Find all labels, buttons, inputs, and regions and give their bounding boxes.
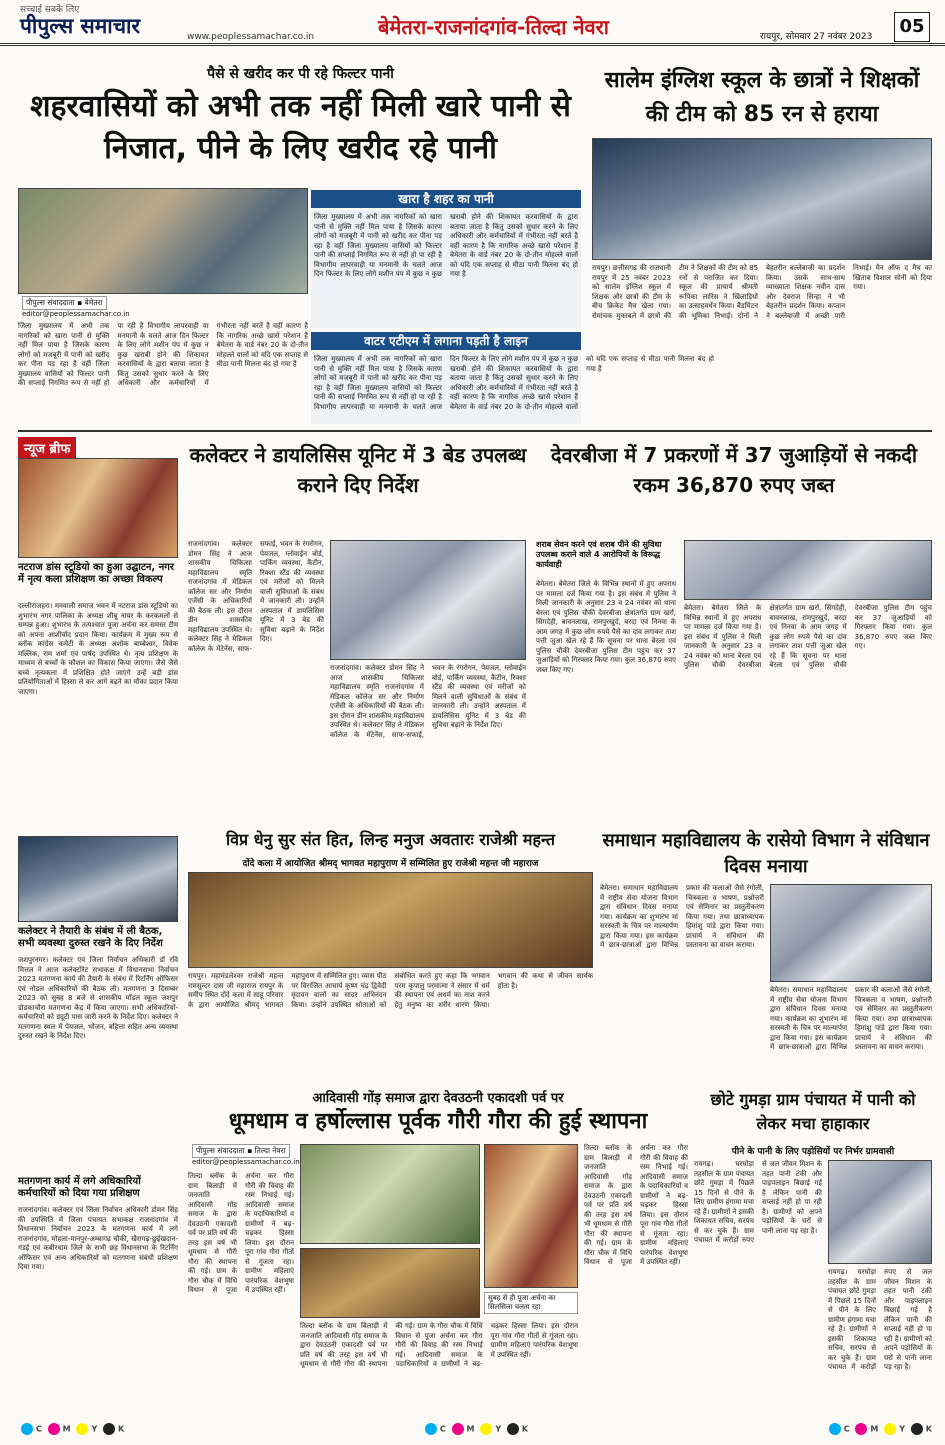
story9-body-a: तिल्दा ब्लॉक के ग्राम बिलाड़ी में जनजाति आदिवासी गोंड़ समाज के द्वारा देवउठनी एकादशी पर्व पर प्रति वर्ष की तरह इस वर्ष भी धूमधाम से गौरी गौरा की स्थापना की गई। ग्राम के गौरा चौक में विधि विधान से पूजा अर्चना कर गौरा गौरी की विवाह की रस्म निभाई गई। आदिवासी समाज के पदाधिकारियों व ग्रामीणों ने बढ़-चढ़कर हिस्सा लिया। इस दौरान पूरा गांव गौरा गीतों से गूंजता रहा। ग्रामीण महिलाएं पारंपरिक वेशभूषा में उपस्थित रहीं। bbox=[188, 1172, 294, 1294]
story9-photo-1 bbox=[300, 1144, 480, 1244]
story5-body: रायपुर। महामंडलेश्वर राजेश्री महन्त रामसुन्दर दास जी महाराज रायपुर के समीप स्थित दोंदे कला में साहू परिवार के द्वारा आयोजित श्रीमद् भागवत महापुराण में सम्मिलित हुए। व्यास पीठ पर विराजित आचार्य कृष्ण चंद्र द्विवेदी वृंदावन वालों का सादर अभिनंदन किया। उन्होंने उपस्थित श्रोताओं को संबोधित करते हुए कहा कि भगवान परम कृपालु परमात्मा ने संसार में धर्म की स्थापना एवं अधर्म का नाश करने हेतु मनुष्य का शरीर धारण किया। भगवान की कथा से जीवन सार्थक होता है। bbox=[188, 972, 593, 1009]
story1-photo bbox=[18, 188, 308, 294]
story6-headline: समाधान महाविद्यालय के रासेयो विभाग ने संविधान दिवस मनाया bbox=[602, 830, 930, 877]
brief-photo bbox=[18, 458, 178, 558]
story1-box1-title: खारा है शहर का पानी bbox=[311, 190, 581, 208]
newspaper-logo: सच्चाई सबके लिए पीपुल्स समाचार bbox=[20, 5, 141, 38]
story9-photo-2 bbox=[484, 1144, 578, 1288]
story10-subhead: पीने के पानी के लिए पड़ोसियों पर निर्भर ग्रामवासी bbox=[731, 1147, 895, 1157]
story4-headline: देवरबीजा में 7 प्रकरणों में 37 जुआड़ियों से नकदी रकम 36,870 रुपए जब्त bbox=[550, 443, 918, 497]
brief-body: दल्लीराजहरा। मनवाली समाज भवन में नटराज डांस स्टूडियो का शुभारंभ नगर पालिका के अध्यक्ष शीबू नायर के करकमलों से सम्पन्न हुआ। शुभारंभ के तत्पश्चात पूजा अर्चना कर समस्त टीम को अपना आशीर्वाद प्रदान किया। कार्यक्रम में मुख्य रूप से ब्लॉक कांग्रेस कमेटी के अध्यक्ष अशोक बाम्बेश्वर, विवेक मल्लिक, राम शर्मा एवं पार्षद उपस्थित थे। नृत्य प्रशिक्षण के माध्यम से बच्चों के कौशल का विकास किया जाएगा। जैसे जैसे बच्चे नृत्यकला में प्रशिक्षित होते जाएंगे उन्हें बड़ी डांस प्रतियोगिताओं में हिस्सा ले कर आगे बढ़ने का मौका प्रदान किया जाएगा। bbox=[18, 602, 178, 696]
story4-photo bbox=[684, 540, 932, 600]
story9-kicker: आदिवासी गोंड़ समाज द्वारा देवउठनी एकादशी पर्व पर bbox=[312, 1091, 564, 1106]
story5-subhead: दोंदे कला में आयोजित श्रीमद् भागवत महापुराण में सम्मिलित हुए राजेश्री महन्त जी महाराज bbox=[242, 859, 539, 869]
story9-email[interactable]: editor@peoplessamachar.co.in bbox=[192, 1158, 300, 1166]
story9-headline: धूमधाम व हर्षोल्लास पूर्वक गौरी गौरा की हुई स्थापना bbox=[228, 1109, 648, 1134]
story6-body-b: बेमेतरा। समाधान महाविद्यालय में राष्ट्रीय सेवा योजना विभाग द्वारा संविधान दिवस मनाया गया। कार्यक्रम का शुभारंभ मां सरस्वती के चित्र पर माल्यार्पण द्वारा किया गया। इस कार्यक्रम में छात्र-छात्राओं द्वारा विभिन्न प्रकार की कलाओं जैसे रंगोली, चित्रकला व भाषण, प्रश्नोत्तरी एवं सेमिनार का प्रस्तुतीकरण किया गया। तथा छात्राध्यापक हिमांशु पांडे द्वारा किया गया। प्राचार्य ने संविधान की प्रस्तावना का वाचन कराया। bbox=[770, 986, 932, 1051]
story7-headline: कलेक्टर ने तैयारी के संबंध में ली बैठक, सभी व्यवस्था दुरुस्त रखने के दिए निर्देश bbox=[18, 926, 163, 949]
black-mark bbox=[103, 1423, 115, 1435]
story9-caption: सुबह से ही पूजा अर्चना का सिलसिला चलता रहा bbox=[484, 1292, 578, 1314]
story2-body: रायपुर। छत्तीसगढ़ की राजधानी रायपुर में 25 नवंबर 2023 को सालेम इंग्लिश स्कूल में शिक्षक और छात्रों की टीम के बीच क्रिकेट मैच खेला गया। रोमांचक मुकाबले में छात्रों की टीम ने शिक्षकों की टीम को 85 रनों से पराजित कर दिया। स्कूल की प्राचार्य श्रीमती रूपिका लारिंस ने खिलाड़ियों का उत्साहवर्धन किया। बैडमिंटन की भूमिका निभाई। दोनों ने बेहतरीन बल्लेबाजी का प्रदर्शन किया। उसके साथ-साथ व्याख्याता शिक्षक नवीन दास और देवराज सिन्हा ने भी बेहतरीन प्रदर्शन किया। कप्तान ने बल्लेबाजी में अच्छी पारी निभाई। मैन ऑफ द मैच का खिताब विशाल सोनी को दिया गया। bbox=[592, 264, 932, 320]
brief-headline: नटराज डांस स्टूडियो का हुआ उद्घाटन, नगर में नृत्य कला प्रशिक्षण का अच्छा विकल्प bbox=[18, 562, 174, 585]
story6-photo bbox=[770, 884, 932, 982]
story10-photo bbox=[828, 1160, 932, 1264]
story9-body-c: तिल्दा ब्लॉक के ग्राम बिलाड़ी में जनजाति आदिवासी गोंड़ समाज के द्वारा देवउठनी एकादशी पर्व पर प्रति वर्ष की तरह इस वर्ष भी धूमधाम से गौरी गौरा की स्थापना की गई। ग्राम के गौरा चौक में विधि विधान से पूजा अर्चना कर गौरा गौरी की विवाह की रस्म निभाई गई। आदिवासी समाज के पदाधिकारियों व ग्रामीणों ने बढ़-चढ़कर हिस्सा लिया। इस दौरान पूरा गांव गौरा गीतों से गूंजता रहा। ग्रामीण महिलाएं पारंपरिक वेशभूषा में उपस्थित रहीं। bbox=[584, 1144, 688, 1266]
cmyk-marks-right: C M Y K bbox=[826, 1423, 932, 1435]
masthead bbox=[0, 0, 945, 46]
story1-kicker: पैसे से खरीद कर पी रहे फिल्टर पानी bbox=[207, 66, 394, 82]
story4-body-b: बेमेतरा। बेमेतरा जिले के विभिन्न स्थानों में हुए अपराध पर मामला दर्ज किया गया है। इस संबंध में पुलिस ने मिली जानकारी के अनुसार 23 व 24 नवंबर को थाना बेरला एवं पुलिस चौकी देवरबीजा क्षेत्रांतर्गत ग्राम खर्रा, सिंगदेही, बावनलाख, रामपुरखुर्द, बरदा एवं निनवा के आम जगह में कुछ लोग रुपये पैसे का दांव लगाकर ताश पत्ती जुआ खेल रहे हैं कि सूचना पर थाना बेरला एवं पुलिस चौकी देवरबीजा पुलिस टीम पहुंच कर 37 जुआड़ियों को गिरफ्तार किया गया। कुल 36,870 रुपए जब्त किए गए। bbox=[684, 604, 932, 669]
news-brief-label: न्यूज ब्रीफ bbox=[18, 437, 76, 459]
magenta-mark bbox=[48, 1423, 60, 1435]
story2-photo bbox=[592, 138, 932, 260]
website-url[interactable]: www.peoplessamachar.co.in bbox=[187, 32, 315, 42]
story7-photo bbox=[18, 836, 178, 922]
cmyk-marks-left: C M Y K bbox=[18, 1423, 124, 1435]
story1-body: जिला मुख्यालय में अभी तक नागरिकों को खारा पानी से मुक्ति नहीं मिल पाया है जिसके कारण लोगों को मजबूरी में पानी को खरीद कर पीना पड़ रहा है वहीं जिला मुख्यालय वासियों को फिल्टर पानी की सप्लाई निगमित रूप से नहीं हो पा रही है विभागीय लापरवाही या मनमानी के चलते आज दिन फिल्टर के लिए लोगे मशीन पंप में कुछ न कुछ खराबी होने की शिकायत करवासियों के द्वारा बताया जाता है किंतु उसको सुधार करने के लिए अधिकारी और कर्मचारियों में गंभीरता नहीं बरतें है वहीं कारण है कि नागरिक अच्छे खासे परेशान हैं बेमेतरा के वार्ड नंबर 20 के दो-तीन मोहल्ले वालों को यदि एक सप्ताह से मीठा पानी मिलना बंद हो गया है bbox=[18, 322, 308, 387]
story9-body-b: तिल्दा ब्लॉक के ग्राम बिलाड़ी में जनजाति आदिवासी गोंड़ समाज के द्वारा देवउठनी एकादशी पर्व पर प्रति वर्ष की तरह इस वर्ष भी धूमधाम से गौरी गौरा की स्थापना की गई। ग्राम के गौरा चौक में विधि विधान से पूजा अर्चना कर गौरा गौरी की विवाह की रस्म निभाई गई। आदिवासी समाज के पदाधिकारियों व ग्रामीणों ने बढ़-चढ़कर हिस्सा लिया। इस दौरान पूरा गांव गौरा गीतों से गूंजता रहा। ग्रामीण महिलाएं पारंपरिक वेशभूषा में उपस्थित रहीं। bbox=[300, 1322, 578, 1368]
story5-photo bbox=[188, 872, 593, 968]
edition-title: बेमेतरा-राजनांदगांव-तिल्दा नेवरा bbox=[378, 15, 609, 39]
story1-box1-text: जिला मुख्यालय में अभी तक नागरिकों को खारा पानी से मुक्ति नहीं मिल पाया है जिसके कारण लोगों को मजबूरी में पानी को खरीद कर पीना पड़ रहा है वहीं जिला मुख्यालय वासियों को फिल्टर पानी की सप्लाई निगमित रूप से नहीं हो पा रही है विभागीय लापरवाही या मनमानी के चलते आज दिन फिल्टर के लिए लोगे मशीन पंप में कुछ न कुछ खराबी होने की शिकायत करवासियों के द्वारा बताया जाता है किंतु उसको सुधार करने के लिए अधिकारी और कर्मचारियों में गंभीरता नहीं बरतें है वहीं कारण है कि नागरिक अच्छे खासे परेशान हैं बेमेतरा के वार्ड नंबर 20 के दो-तीन मोहल्ले वालों को यदि एक सप्ताह से मीठा पानी मिलना बंद हो गया है bbox=[311, 210, 581, 328]
yellow-mark bbox=[76, 1423, 88, 1435]
story3-photo bbox=[330, 540, 526, 660]
story1-email[interactable]: editor@peoplessamachar.co.in bbox=[22, 310, 130, 318]
story9-photo-3 bbox=[300, 1248, 480, 1318]
story4-body-a: बेमेतरा। बेमेतरा जिले के विभिन्न स्थानों में हुए अपराध पर मामला दर्ज किया गया है। इस संबंध में पुलिस ने मिली जानकारी के अनुसार 23 व 24 नवंबर को थाना बेरला एवं पुलिस चौकी देवरबीजा क्षेत्रांतर्गत ग्राम खर्रा, सिंगदेही, बावनलाख, रामपुरखुर्द, बरदा एवं निनवा के आम जगह में कुछ लोग रुपये पैसे का दांव लगाकर ताश पत्ती जुआ खेल रहे हैं कि सूचना पर थाना बेरला एवं पुलिस चौकी देवरबीजा पुलिस टीम पहुंच कर 37 जुआड़ियों को गिरफ्तार किया गया। कुल 36,870 रुपए जब्त किए गए। bbox=[536, 580, 676, 674]
story6-body-a: बेमेतरा। समाधान महाविद्यालय में राष्ट्रीय सेवा योजना विभाग द्वारा संविधान दिवस मनाया गया। कार्यक्रम का शुभारंभ मां सरस्वती के चित्र पर माल्यार्पण द्वारा किया गया। इस कार्यक्रम में छात्र-छात्राओं द्वारा विभिन्न प्रकार की कलाओं जैसे रंगोली, चित्रकला व भाषण, प्रश्नोत्तरी एवं सेमिनार का प्रस्तुतीकरण किया गया। तथा छात्राध्यापक हिमांशु पांडे द्वारा किया गया। प्राचार्य ने संविधान की प्रस्तावना का वाचन कराया। bbox=[600, 884, 764, 949]
story10-body-b: रायगढ़। घरघोड़ा तहसील के ग्राम पंचायत छोटे गुमड़ा में पिछले 15 दिनों से पीने के लिए ग्रामीण हंगामा मचा रहे हैं। ग्रामीणों ने इसकी शिकायत सचिव, सरपंच से कर चुके हैं। ग्राम पंचायत में करोड़ों रुपए से जल जीवन मिशन के तहत पानी टंकी और पाइपलाइन बिछाई गई है लेकिन पानी की सप्लाई नहीं हो पा रही है। ग्रामीणों को अपने पड़ोसियों के घरों से पानी लाना पड़ रहा है। bbox=[828, 1268, 932, 1371]
story1-byline: पीपुल्स संवाददाता ▪ बेमेतरा bbox=[22, 296, 107, 310]
story10-body-a: रायगढ़। घरघोड़ा तहसील के ग्राम पंचायत छोटे गुमड़ा में पिछले 15 दिनों से पीने के लिए ग्रामीण हंगामा मचा रहे हैं। ग्रामीणों ने इसकी शिकायत सचिव, सरपंच से कर चुके हैं। ग्राम पंचायत में करोड़ों रुपए से जल जीवन मिशन के तहत पानी टंकी और पाइपलाइन बिछाई गई है लेकिन पानी की सप्लाई नहीं हो पा रही है। ग्रामीणों को अपने पड़ोसियों के घरों से पानी लाना पड़ रहा है। bbox=[694, 1160, 822, 1244]
story1-box2-title: वाटर एटीएम में लगाना पड़ती है लाइन bbox=[311, 332, 581, 350]
cyan-mark bbox=[21, 1423, 33, 1435]
story8-headline: मतगणना कार्य में लगे अधिकारियों कर्मचारियों को दिया गया प्रशिक्षण bbox=[18, 1176, 141, 1199]
section-divider bbox=[18, 430, 932, 432]
story3-headline: कलेक्टर ने डायलिसिस यूनिट में 3 बेड उपलब्ध कराने दिए निर्देश bbox=[189, 443, 527, 497]
story9-byline: पीपुल्स संवाददाता ▪ तिल्दा नेवरा bbox=[192, 1144, 290, 1158]
story1-headline: शहरवासियों को अभी तक नहीं मिली खारे पानी से निजात, पीने के लिए खरीद रहे पानी bbox=[30, 89, 571, 166]
cmyk-marks-center: C M Y K bbox=[422, 1423, 528, 1435]
dateline: रायपुर, सोमवार 27 नवंबर 2023 bbox=[760, 32, 873, 42]
story5-headline: विप्र धेनु सुर संत हित, लिन्ह मनुज अवतारः राजेश्री महन्त bbox=[225, 830, 556, 849]
story3-body-a: राजनांदगांव। कलेक्टर डोमन सिंह ने आज शासकीय चिकित्सा महाविद्यालय स्मृति राजनांदगांव में मेडिकल कॉलेज सर और निर्माण एजेंसी के अधिकारियों की बैठक ली। इस दौरान डीन शासकीय महाविद्यालय उपस्थित थे। कलेक्टर सिंह ने मेडिकल कॉलेज के मेंटेनेंस, साफ-सफाई, भवन के रंगरोगन, पेयजल, ग्लोवाईन बोर्ड, पार्किंग व्यवस्था, कैंटीन, रिक्शा स्टैंड की व्यवस्था एवं मरीजों को मिलने वाली सुविधाओं के संबंध में जानकारी ली। उन्होंने अस्पताल में डायलिसिस यूनिट में 3 बेड की सुविधा बढ़ाने के निर्देश दिए। bbox=[188, 540, 324, 653]
story3-body-b: राजनांदगांव। कलेक्टर डोमन सिंह ने आज शासकीय चिकित्सा महाविद्यालय स्मृति राजनांदगांव में मेडिकल कॉलेज सर और निर्माण एजेंसी के अधिकारियों की बैठक ली। इस दौरान डीन शासकीय महाविद्यालय उपस्थित थे। कलेक्टर सिंह ने मेडिकल कॉलेज के मेंटेनेंस, साफ-सफाई, भवन के रंगरोगन, पेयजल, ग्लोवाईन बोर्ड, पार्किंग व्यवस्था, कैंटीन, रिक्शा स्टैंड की व्यवस्था एवं मरीजों को मिलने वाली सुविधाओं के संबंध में जानकारी ली। उन्होंने अस्पताल में डायलिसिस यूनिट में 3 बेड की सुविधा बढ़ाने के निर्देश दिए। bbox=[330, 664, 526, 739]
story2-headline: सालेम इंग्लिश स्कूल के छात्रों ने शिक्षकों की टीम को 85 रन से हराया bbox=[604, 68, 920, 127]
story7-body: जशपुरनगर। कलेक्टर एवं जिला निर्वाचन अधिकारी डॉ रवि मित्तल ने आज कलेक्टोरेट सभाकक्ष में विधानसभा निर्वाचन 2023 मतगणना कार्य की तैयारी के संबंध में रिटर्निंग ऑफिसर एवं नोडल अधिकारियों की बैठक ली। मतगणना 3 दिसम्बर 2023 को सुबह 8 बजे से शासकीय मॉडल स्कूल जशपुर डोडकाचौरा मतगणना केंद्र में किया जाएगा। सभी अधिकारियों-कर्मचारियों को ड्यूटी पास जारी करने के निर्देश दिए। कलेक्टर ने मतगणना स्थल में पेयजल, भोजन, बहित्ता सहित अन्य व्यवस्था दुरुस्त रखने के निर्देश दिए। bbox=[18, 956, 178, 1040]
story8-body: राजनांदगांव। कलेक्टर एवं जिला निर्वाचन अधिकारी डोमन सिंह की उपस्थिति में जिला पंचायत सभाकक्ष राजनांदगांव में विधानसभा निर्वाचन 2023 के मतगणना कार्य में लगे राजनांदगांव, मोहला-मानपुर-अम्बागढ़ चौकी, खैरागढ़-छुईखदान-गंडई एवं कबीरधाम जिले के सभी छह विधानसभा के रिटर्निंग ऑफिसर एवं अन्य अधिकारियों को मतगणना संबंधी प्रशिक्षण दिया गया। bbox=[18, 1206, 178, 1271]
registration-strip bbox=[18, 1420, 932, 1438]
story4-subhead: शराब सेवन करने एवं शराब पीने की सुविधा उपलब्ध कराने वाले 4 आरोपियों के विरूद्ध कार्यवाही bbox=[536, 540, 662, 569]
page-number: 05 bbox=[894, 12, 930, 42]
story1-box2-text: जिला मुख्यालय में अभी तक नागरिकों को खारा पानी से मुक्ति नहीं मिल पाया है जिसके कारण लोगों को मजबूरी में पानी को खरीद कर पीना पड़ रहा है वहीं जिला मुख्यालय वासियों को फिल्टर पानी की सप्लाई निगमित रूप से नहीं हो पा रही है विभागीय लापरवाही या मनमानी के चलते आज दिन फिल्टर के लिए लोगे मशीन पंप में कुछ न कुछ खराबी होने की शिकायत करवासियों के द्वारा बताया जाता है किंतु उसको सुधार करने के लिए अधिकारी और कर्मचारियों में गंभीरता नहीं बरतें है वहीं कारण है कि नागरिक अच्छे खासे परेशान हैं बेमेतरा के वार्ड नंबर 20 के दो-तीन मोहल्ले वालों को यदि एक सप्ताह से मीठा पानी मिलना बंद हो गया है bbox=[311, 352, 581, 424]
story10-headline: छोटे गुमड़ा ग्राम पंचायत में पानी को लेकर मचा हाहाकार bbox=[710, 1090, 916, 1133]
